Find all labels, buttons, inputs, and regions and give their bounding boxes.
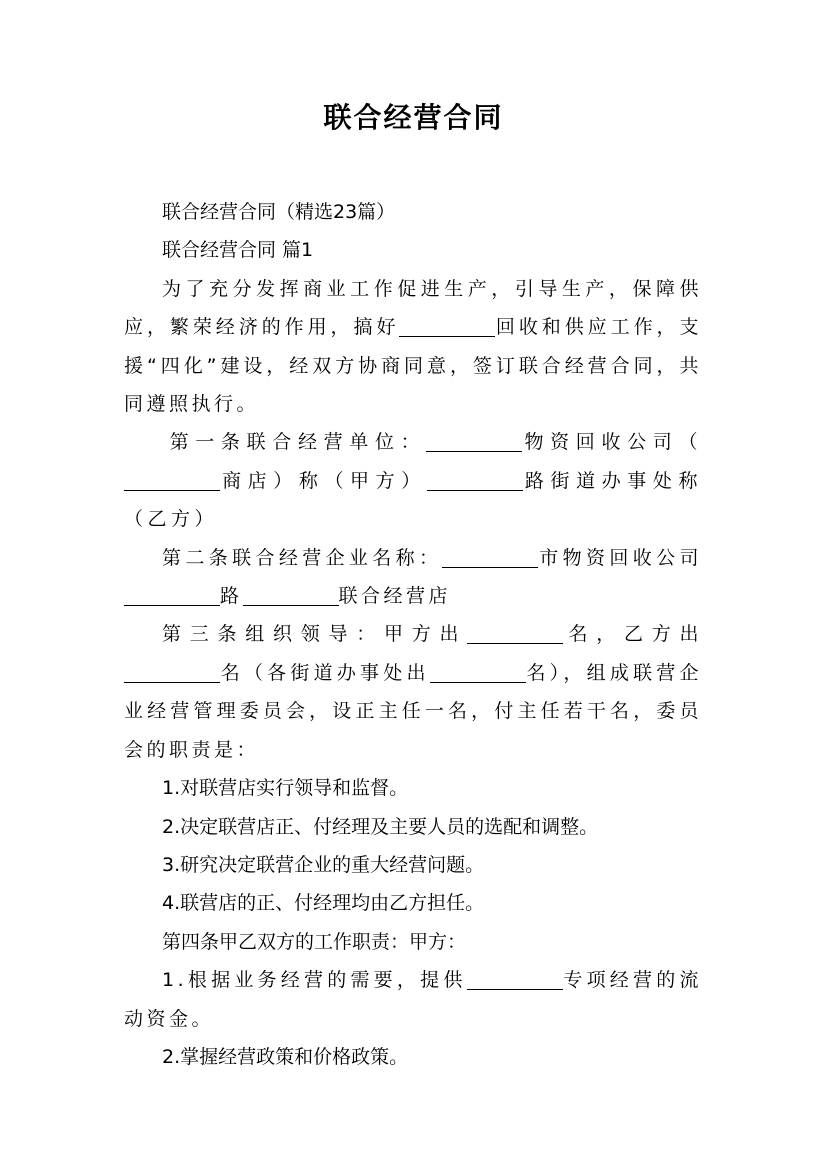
- fill-in-blank: [467, 967, 563, 990]
- fill-in-blank: [430, 660, 526, 683]
- fill-in-blank: [124, 660, 220, 683]
- paragraph-preamble: 为了充分发挥商业工作促进生产，引导生产，保障供应，繁荣经济的作用，搞好 回收和供应工作，支援“四化”建设，经双方协商同意，签订联合经营合同，共同遵照执行。: [124, 277, 702, 416]
- fill-in-blank: [467, 621, 563, 644]
- list-item: 2.决定联营店正、付经理及主要人员的选配和调整。: [162, 815, 599, 838]
- paragraph-article-3: 第三条组织领导：甲方出 名，乙方出名（各街道办事处出 名），组成联营企业经营管理委员会，设正主任一名，付主任若干名，委员会的职责是：: [124, 623, 702, 761]
- fill-in-blank: [243, 583, 339, 606]
- paragraph-article-2: 第二条联合经营企业名称： 市物资回收公司路 联合经营店: [124, 539, 702, 616]
- fill-in-blank: [124, 468, 220, 491]
- list-item: 1.根据业务经营的需要，提供 专项经营的流动资金。: [124, 969, 702, 1030]
- fill-in-blank: [399, 314, 495, 337]
- document-title: 联合经营合同: [323, 101, 504, 134]
- fill-in-blank: [427, 468, 523, 491]
- paragraph-section-heading: 联合经营合同 篇1: [162, 239, 314, 262]
- paragraph-article-4: 第四条甲乙双方的工作职责：甲方：: [162, 930, 467, 953]
- list-item: 2.掌握经营政策和价格政策。: [162, 1045, 409, 1068]
- paragraph-subtitle: 联合经营合同（精选23篇）: [162, 201, 396, 223]
- fill-in-blank: [426, 429, 522, 452]
- paragraph-article-1: 第一条联合经营单位： 物资回收公司（商店）称（甲方） 路街道办事处称（乙方）: [124, 431, 702, 531]
- list-item: 3.研究决定联营企业的重大经营问题。: [162, 853, 485, 876]
- fill-in-blank: [442, 545, 538, 568]
- list-item: 1.对联营店实行领导和监督。: [162, 777, 409, 800]
- fill-in-blank: [124, 583, 220, 606]
- document-body: [124, 193, 702, 1076]
- list-item: 4.联营店的正、付经理均由乙方担任。: [162, 892, 485, 915]
